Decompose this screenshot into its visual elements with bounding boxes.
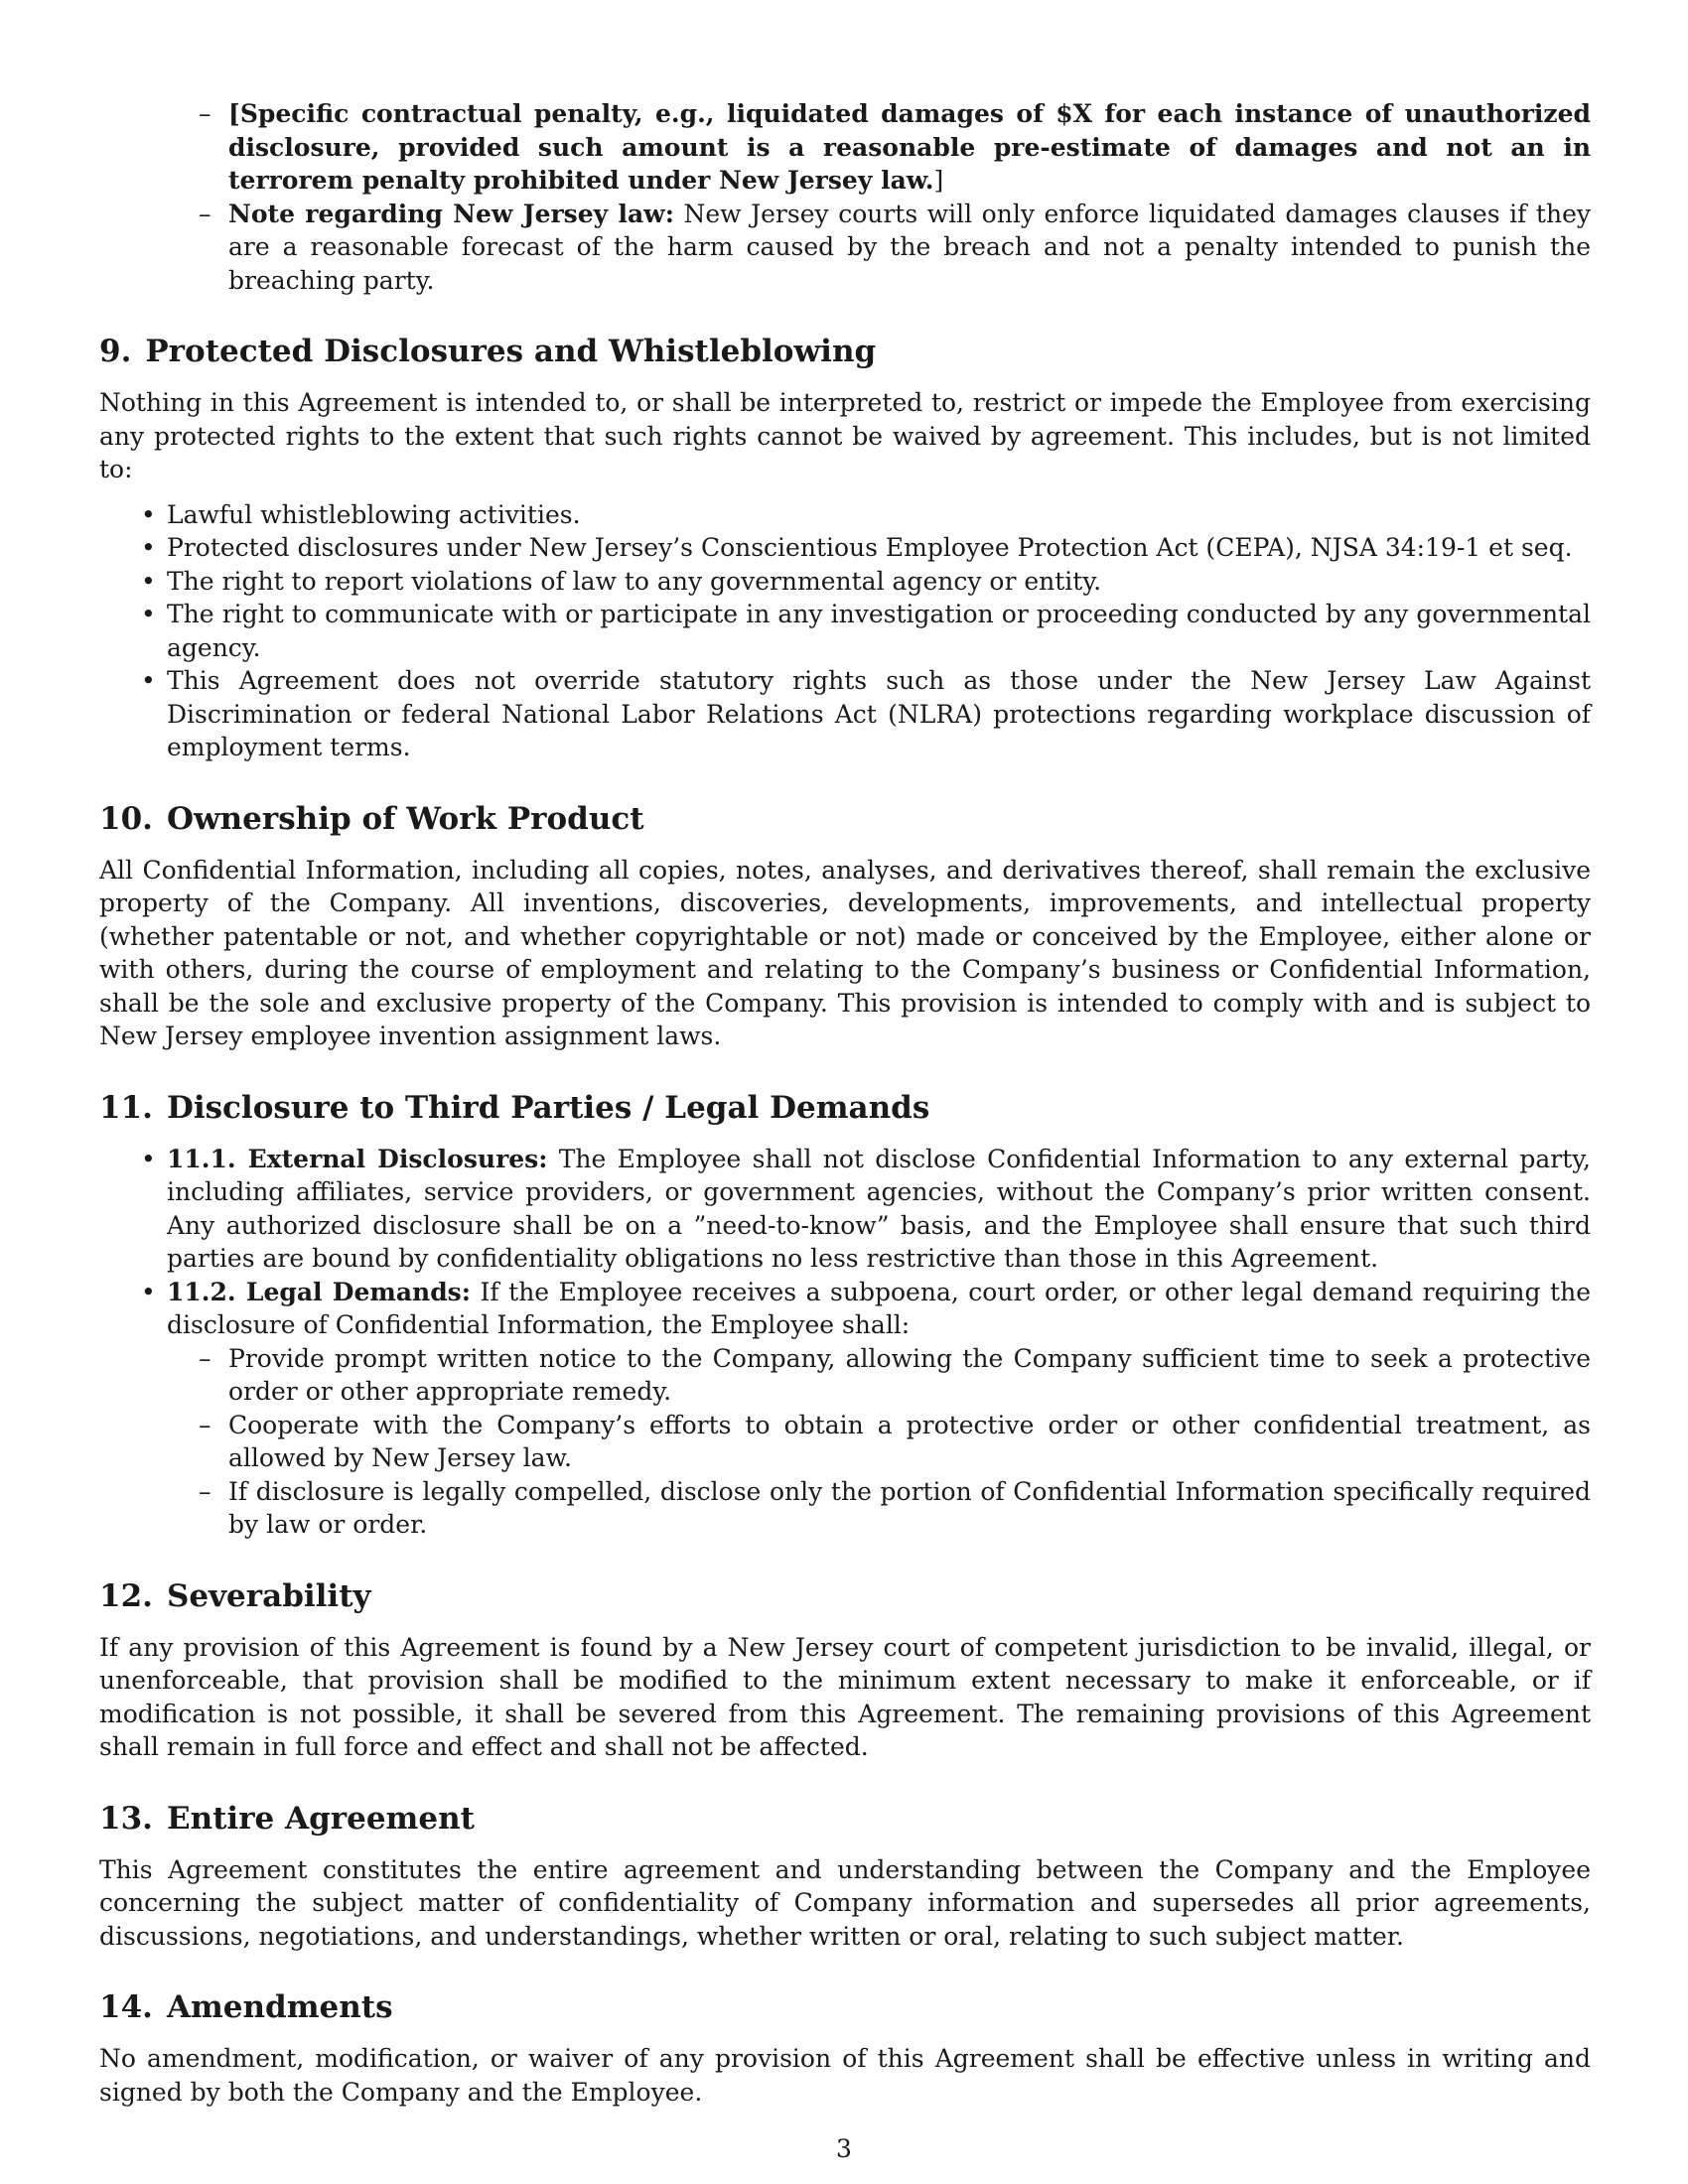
penalty-clause-text: ] [933, 166, 944, 195]
section-number: 9. [99, 334, 132, 369]
section-title: Entire Agreement [166, 1800, 475, 1837]
section-11 [99, 1089, 1591, 1542]
legal-demand-steps [167, 1342, 1591, 1542]
list-item: • This Agreement does not override statutory rights such as those under the New Jersey Law Against Discrimination or federal National Labor Relations Act (NLRA) protections regarding workplace discussion of employment terms. [167, 664, 1591, 764]
section-title: Protected Disclosures and Whistleblowing [145, 334, 877, 369]
section-intro: Nothing in this Agreement is intended to, or shall be interpreted to, restrict or impede the Employee from exercising any protected rights to the extent that such rights cannot be waived by agreement. This includes, but is not limited to: [99, 388, 1591, 483]
section-title: Amendments [166, 1989, 393, 2025]
section-title: Disclosure to Third Parties / Legal Demands [166, 1089, 930, 1126]
penalty-clause-bold: [Specific contractual penalty, e.g., liquidated damages of $X for each instance of unauthorized disclosure, provided such amount is a reasonable pre-estimate of damages and not an in terrorem penalty prohibited under New Jersey law. [228, 99, 1591, 195]
subsection-text: If the Employee receives a subpoena, court order, or other legal demand requiring the disclosure of Confidential Information, the Employee shall: [167, 1277, 1591, 1339]
nj-note-text: New Jersey courts will only enforce liquidated damages clauses if they are a reasonable forecast of the harm caused by the breach and not a penalty intended to punish the breaching party. [228, 199, 1591, 295]
list-item: • The right to report violations of law to any governmental agency or entity. [167, 565, 1591, 599]
section-body: If any provision of this Agreement is found by a New Jersey court of competent jurisdiction to be invalid, illegal, or unenforceable, that provision shall be modified to the minimum extent necessary to make it enforceable, or if modification is not possible, it shall be severed from this Agreement. The remaining provisions of this Agreement shall remain in full force and effect and shall not be affected. [99, 1632, 1591, 1761]
section-heading [99, 800, 1591, 838]
section-body: All Confidential Information, including all copies, notes, analyses, and derivatives thereof, shall remain the exclusive property of the Company. All inventions, discoveries, developments, improvements, and intellectual property (whether patentable or not, and whether copyrightable or not) made or conceived by the Employee, either alone or with others, during the course of employment and relating to the Company’s business or Confidential Information, shall be the sole and exclusive property of the Company. This provision is intended to comply with and is subject to New Jersey employee invention assignment laws. [99, 855, 1591, 1050]
section-title: Ownership of Work Product [166, 800, 644, 837]
subsection-label: 11.2. Legal Demands: [167, 1277, 471, 1306]
section-number: 14. [99, 1989, 153, 2025]
continued-dash-list [99, 97, 1591, 297]
section-body: No amendment, modification, or waiver of any provision of this Agreement shall be effective unless in writing and signed by both the Company and the Employee. [99, 2044, 1591, 2107]
list-item: • Protected disclosures under New Jersey’s Conscientious Employee Protection Act (CEPA), NJSA 34:19-1 et seq. [167, 531, 1591, 565]
section-number: 12. [99, 1577, 153, 1614]
subsection-label: 11.1. External Disclosures: [167, 1144, 548, 1173]
section-10 [99, 800, 1591, 1053]
list-item: • The right to communicate with or participate in any investigation or proceeding conducted by any governmental agency. [167, 598, 1591, 664]
list-item: – Cooperate with the Company’s efforts to obtain a protective order or other confidential treatment, as allowed by New Jersey law. [228, 1409, 1591, 1475]
section-12 [99, 1577, 1591, 1764]
page-number: 3 [836, 2134, 852, 2163]
nj-note-label: Note regarding New Jersey law: [228, 199, 674, 228]
document-page [99, 97, 1591, 2109]
list-item [228, 198, 1591, 298]
section-heading [99, 1800, 1591, 1838]
list-item [228, 97, 1591, 198]
section-14 [99, 1988, 1591, 2109]
subsection-text: The Employee shall not disclose Confidential Information to any external party, including affiliates, service providers, or government agencies, without the Company’s prior written consent. Any authorized disclosure shall be on a ”need-to-know” basis, and the Employee shall ensure that such third parties are bound by confidentiality obligations no less restrictive than those in this Agreement. [167, 1144, 1592, 1273]
section-heading [99, 333, 1591, 370]
section-9 [99, 333, 1591, 764]
section-heading [99, 1988, 1591, 2026]
disclosure-list [99, 1143, 1591, 1542]
list-item: – If disclosure is legally compelled, disclose only the portion of Confidential Information specifically required by law or order. [228, 1475, 1591, 1542]
section-heading [99, 1577, 1591, 1615]
list-item [167, 1276, 1591, 1542]
section-number: 10. [99, 800, 153, 837]
section-heading [99, 1089, 1591, 1127]
list-item: – Provide prompt written notice to the Company, allowing the Company sufficient time to seek a protective order or other appropriate remedy. [228, 1342, 1591, 1409]
list-item [167, 1143, 1591, 1276]
section-body: This Agreement constitutes the entire agreement and understanding between the Company and the Employee concerning the subject matter of confidentiality of Company information and supersedes all prior agreements, discussions, negotiations, and understandings, whether written or oral, relating to such subject matter. [99, 1854, 1591, 1951]
section-number: 13. [99, 1800, 153, 1837]
protected-rights-list [99, 498, 1591, 764]
section-number: 11. [99, 1089, 153, 1126]
list-item: • Lawful whistleblowing activities. [167, 498, 1591, 532]
section-title: Severability [166, 1577, 371, 1614]
section-13 [99, 1800, 1591, 1954]
